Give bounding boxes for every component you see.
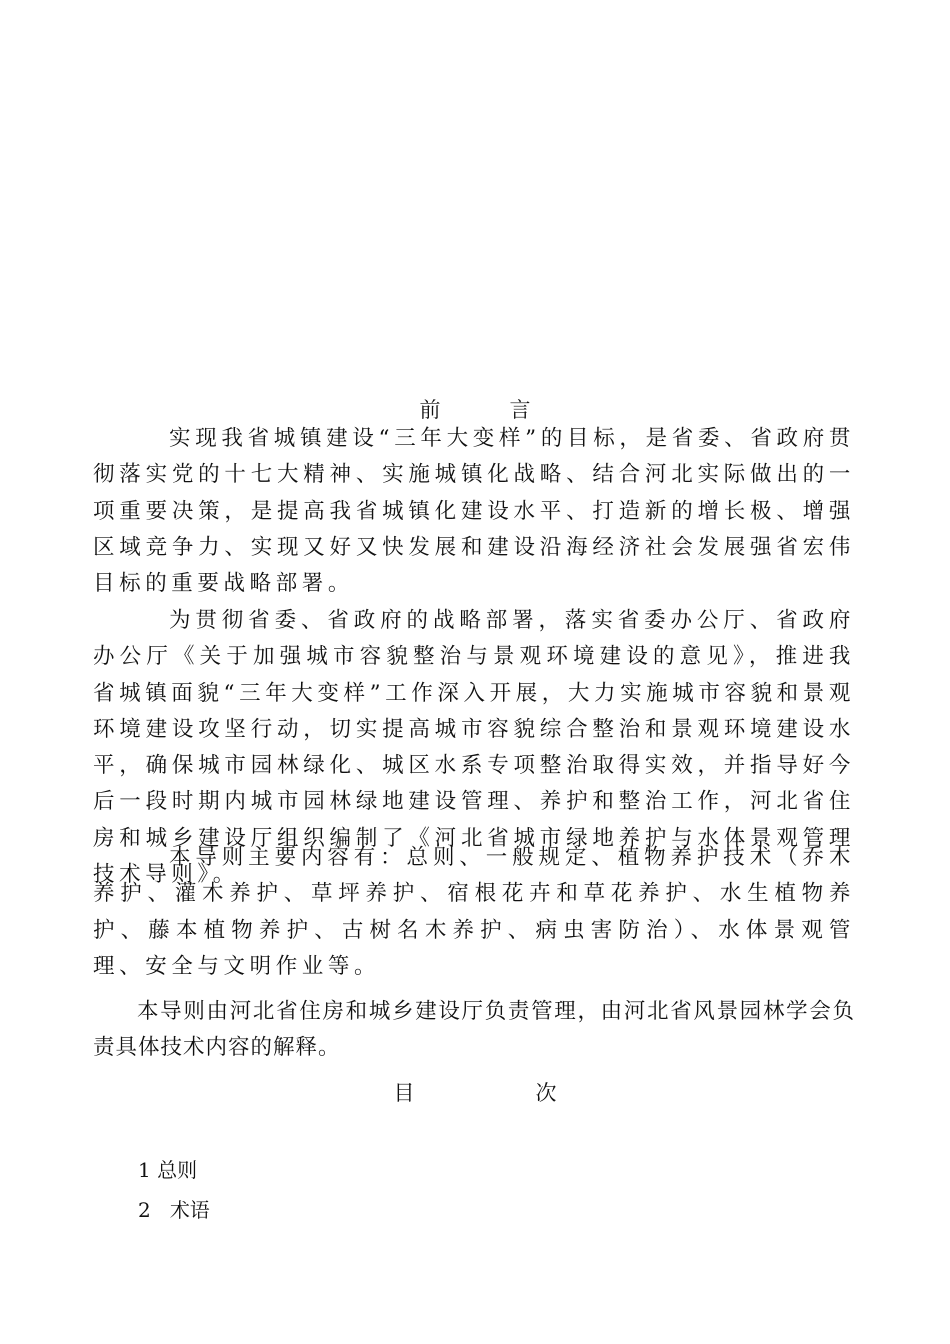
toc-item-number: 1 [138, 1158, 151, 1182]
preface-paragraph-3: 本导则主要内容有：总则、一般规定、植物养护技术（乔木养护、灌木养护、草坪养护、宿根花卉和草花养护、水生植物养护、藤本植物养护、古树名木养护、病虫害防治）、水体景观管理、安全与文明作业等。 [93, 845, 855, 979]
preface-paragraph-1: 实现我省城镇建设“三年大变样”的目标，是省委、省政府贯彻落实党的十七大精神、实施城镇化战略、结合河北实际做出的一项重要决策，是提高我省城镇化建设水平、打造新的增长极、增强区域竞争力、实现又好又快发展和建设沿海经济社会发展强省宏伟目标的重要战略部署。 [93, 426, 855, 597]
toc-item-label: 术语 [169, 1198, 210, 1222]
toc-item [138, 1196, 210, 1224]
toc-item-number: 2 [138, 1198, 151, 1222]
preface-paragraph-2: 为贯彻省委、省政府的战略部署，落实省委办公厅、省政府办公厅《关于加强城市容貌整治与景观环境建设的意见》，推进我省城镇面貌“三年大变样”工作深入开展，大力实施城市容貌和景观环境建设攻坚行动，切实提高城市容貌综合整治和景观环境建设水平，确保城市园林绿化、城区水系专项整治取得实效，并指导好今后一段时期内城市园林绿地建设管理、养护和整治工作，河北省住房和城乡建设厅组织编制了《河北省城市绿地养护与水体景观管理技术导则》。 [93, 608, 855, 888]
toc-item [138, 1156, 197, 1184]
toc-title: 目 次 [393, 1081, 607, 1105]
preface-title: 前 言 [419, 398, 555, 422]
toc-item-label: 总则 [157, 1158, 198, 1182]
preface-paragraph-4: 本导则由河北省住房和城乡建设厅负责管理，由河北省风景园林学会负责具体技术内容的解释。 [93, 999, 855, 1060]
toc-item-separator [151, 1198, 170, 1222]
